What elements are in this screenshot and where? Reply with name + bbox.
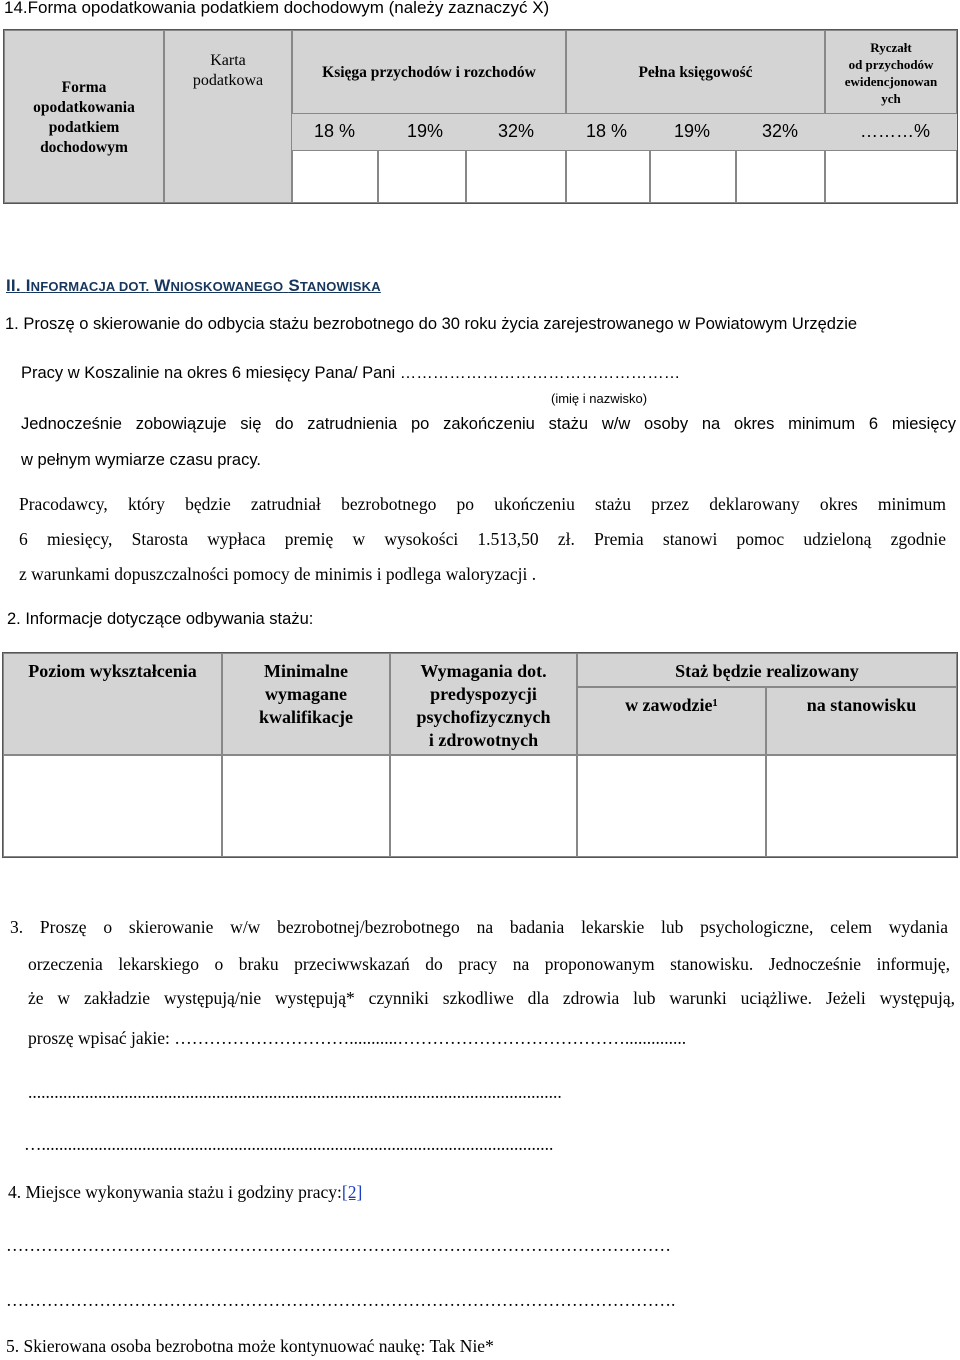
bonus-line3: z warunkami dopuszczalności pomocy de minimis i podlega waloryzacji .	[19, 564, 537, 584]
item5-line: 5. Skierowana osoba bezrobotna może kontynuować naukę: Tak Nie*	[6, 1336, 494, 1356]
rate-ksiega-19: 19%	[407, 121, 444, 141]
ksiega-header: Księga przychodów i rozchodów	[292, 30, 566, 114]
karta-podatkowa-cell	[164, 30, 292, 203]
title-cap: S	[288, 276, 300, 295]
row-header-line: podatkiem	[48, 119, 120, 136]
input-na-stanowisku[interactable]	[766, 755, 957, 857]
section-roman: II.	[6, 276, 21, 295]
rate-ksiega-32: 32%	[498, 121, 535, 141]
checkbox-ksiega-18[interactable]	[292, 150, 378, 203]
item3-line4: proszę wpisać jakie: …………………………...........…………………………………..............	[28, 1028, 687, 1048]
rate-ryczalt: ………%	[860, 121, 931, 141]
ryczalt-line: ewidencjonowan	[844, 74, 938, 89]
item4-line	[8, 1182, 362, 1202]
col-minimalne-kwalifikacje	[222, 653, 390, 755]
title-small: NFORMACJA DOT.	[30, 279, 150, 294]
item1-line2: Pracy w Koszalinie na okres 6 miesięcy Pana/ Pani ……………………………………………	[21, 364, 681, 382]
rate-pelna-18: 18 %	[586, 121, 628, 141]
question-14-heading: 14.Forma opodatkowania podatkiem dochodowym (należy zaznaczyć X)	[4, 0, 550, 17]
karta-line: Karta	[210, 52, 246, 69]
title-cap: I	[25, 276, 31, 295]
ryczalt-line: Ryczałt	[870, 40, 912, 55]
title-cap: W	[154, 276, 171, 295]
input-poziom-wyksztalcenia[interactable]	[3, 755, 222, 857]
tax-form-table	[3, 29, 958, 204]
col-poziom-wyksztalcenia: Poziom wykształcenia	[3, 653, 222, 755]
input-wymagania[interactable]	[390, 755, 577, 857]
col-line: Wymagania dot.	[420, 661, 547, 681]
title-small: TANOWISKA	[299, 279, 381, 294]
col-line: Minimalne	[264, 661, 348, 681]
input-minimalne-kwalifikacje[interactable]	[222, 755, 390, 857]
col-line: wymagane	[265, 684, 347, 704]
item4-text: 4. Miejsce wykonywania stażu i godziny pracy:	[8, 1182, 342, 1202]
item3-line3: że w zakładzie występują/nie występują* czynniki szkodliwe dla zdrowia lub warunki uciążliwe. Jeżeli występują,	[28, 988, 955, 1008]
bonus-line1: Pracodawcy, który będzie zatrudniał bezrobotnego po ukończeniu stażu przez deklarowany okres minimum	[19, 494, 946, 514]
checkbox-ksiega-19[interactable]	[378, 150, 466, 203]
row-header-line: Forma	[61, 79, 107, 96]
ryczalt-line: od przychodów	[848, 57, 934, 72]
item1-line3: Jednocześnie zobowiązuje się do zatrudnienia po zakończeniu stażu w/w osoby na okres minimum 6 miesięcy	[21, 415, 956, 433]
name-caption: (imię i nazwisko)	[551, 391, 648, 406]
col-staz-realizowany: Staż będzie realizowany	[577, 653, 957, 687]
tax-form-row-header	[4, 30, 164, 203]
rate-pelna-32: 32%	[762, 121, 799, 141]
checkbox-pelna-18[interactable]	[566, 150, 650, 203]
item3-line1: 3. Proszę o skierowanie w/w bezrobotnej/bezrobotnego na badania lekarskie lub psychologiczne, celem wydania	[10, 917, 948, 937]
checkbox-pelna-19[interactable]	[650, 150, 736, 203]
title-small: NIOSKOWANEGO	[170, 279, 284, 294]
bonus-line2: 6 miesięcy, Starosta wypłaca premię w wysokości 1.513,50 zł. Premia stanowi pomoc udzieloną zgodnie	[19, 529, 946, 549]
pelna-ksiegowosc-header: Pełna księgowość	[566, 30, 825, 114]
item3-line2: orzeczenia lekarskiego o braku przeciwwskazań do pracy na proponowanym stanowisku. Jednocześnie informuję,	[28, 954, 950, 974]
row-header-line: dochodowym	[40, 139, 128, 156]
input-w-zawodzie[interactable]	[577, 755, 766, 857]
section-2-title	[6, 276, 381, 296]
checkbox-ryczalt[interactable]	[825, 150, 957, 203]
item1-line4: w pełnym wymiarze czasu pracy.	[21, 451, 261, 469]
karta-line: podatkowa	[192, 72, 264, 89]
item4-dots-line2[interactable]: …………………………………………………………………………………………………….	[6, 1290, 676, 1310]
internship-info-table	[2, 652, 958, 858]
col-na-stanowisku: na stanowisku	[766, 687, 957, 755]
item2-heading: 2. Informacje dotyczące odbywania stażu:	[7, 610, 314, 628]
ryczalt-header	[825, 30, 957, 114]
row-header-line: opodatkowania	[33, 99, 135, 116]
footnote-link[interactable]: [2]	[341, 1182, 363, 1202]
ryczalt-line: ych	[881, 91, 901, 106]
col-line: psychofizycznych	[416, 707, 551, 727]
col-w-zawodzie: w zawodzie¹	[577, 687, 766, 755]
checkbox-ksiega-32[interactable]	[466, 150, 566, 203]
item4-dots-line1[interactable]: ……………………………………………………………………………………………………	[6, 1235, 671, 1255]
col-wymagania	[390, 653, 577, 755]
item3-dots-line2[interactable]: ….....................................................................................................................	[24, 1134, 554, 1154]
item3-dots-line1[interactable]: ..........................................................................................................................	[28, 1082, 562, 1102]
item1-line1: 1. Proszę o skierowanie do odbycia stażu bezrobotnego do 30 roku życia zarejestrowanego w Powiatowym Urzędzie	[5, 315, 858, 333]
rate-pelna-19: 19%	[674, 121, 711, 141]
col-line: kwalifikacje	[259, 707, 353, 727]
rate-ksiega-18: 18 %	[314, 121, 356, 141]
col-line: i zdrowotnych	[428, 730, 539, 750]
col-line: predyspozycji	[430, 684, 537, 704]
checkbox-pelna-32[interactable]	[736, 150, 825, 203]
